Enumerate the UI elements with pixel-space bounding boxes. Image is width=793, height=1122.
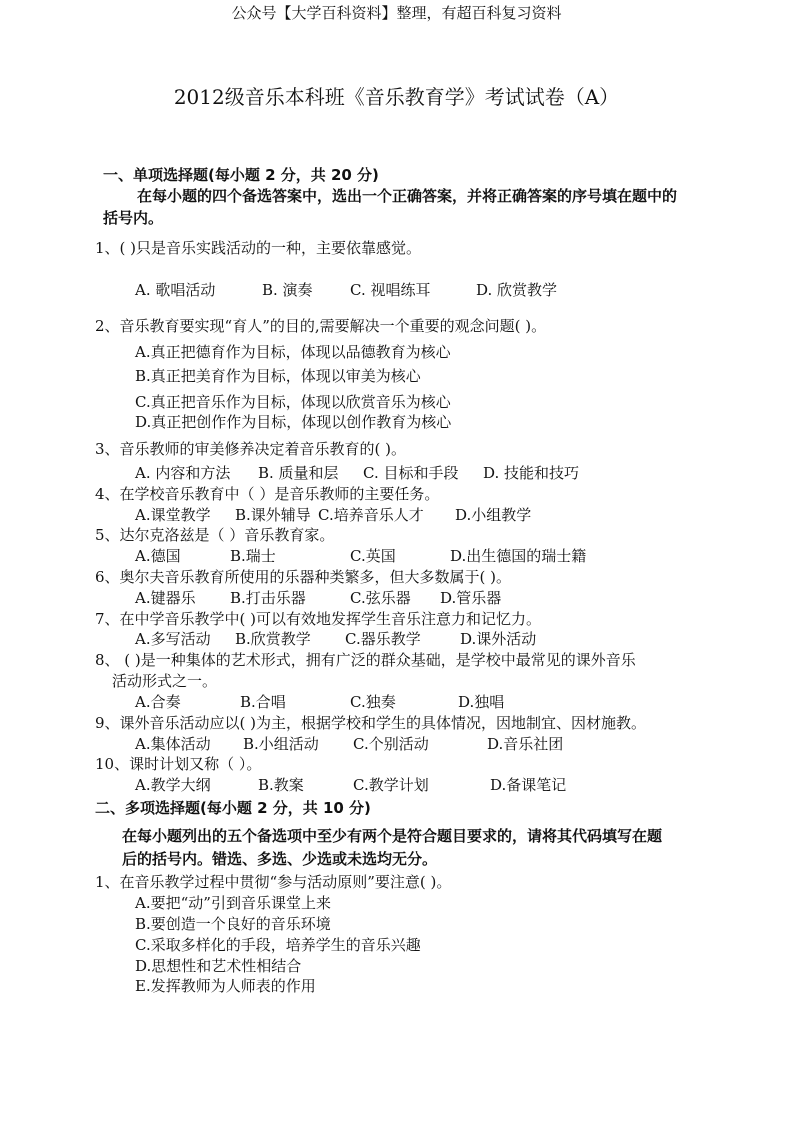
question-8: 8、 ( )是一种集体的艺术形式，拥有广泛的群众基础，是学校中最常见的课外音乐: [95, 651, 636, 669]
option: A.要把“动”引到音乐课堂上来: [135, 894, 331, 912]
option: A.课堂教学: [135, 506, 211, 524]
option: D.独唱: [458, 693, 505, 711]
option: A.键器乐: [135, 589, 196, 607]
question-1: 1、( )只是音乐实践活动的一种，主要依靠感觉。: [95, 239, 422, 257]
option: B.教案: [258, 776, 304, 794]
option: B.瑞士: [230, 547, 276, 565]
option: B.打击乐器: [230, 589, 306, 607]
option: A.合奏: [135, 693, 181, 711]
section2-instruction-cont: 后的括号内。错选、多选、少选或未选均无分。: [122, 850, 438, 868]
option: C.个别活动: [353, 735, 429, 753]
option: C. 视唱练耳: [350, 281, 431, 299]
option: A.教学大纲: [135, 776, 211, 794]
option: C.真正把音乐作为目标，体现以欣赏音乐为核心: [135, 393, 451, 411]
question-9: 9、课外音乐活动应以( )为主，根据学校和学生的具体情况，因地制宜、因材施教。: [95, 714, 647, 732]
option: B.小组活动: [243, 735, 319, 753]
option: B.要创造一个良好的音乐环境: [135, 915, 331, 933]
option: D.思想性和艺术性相结合: [135, 957, 302, 975]
option: D.音乐社团: [487, 735, 564, 753]
option: D. 欣赏教学: [476, 281, 558, 299]
section2-instruction: 在每小题列出的五个备选项中至少有两个是符合题目要求的，请将其代码填写在题: [122, 827, 663, 845]
question-3: 3、音乐教师的审美修养决定着音乐教育的( )。: [95, 440, 407, 458]
question-10: 10、课时计划又称（ ）。: [95, 755, 262, 773]
option: D.出生德国的瑞士籍: [450, 547, 587, 565]
option: B.欣赏教学: [235, 630, 311, 648]
option: D. 技能和技巧: [483, 464, 580, 482]
question-7: 7、在中学音乐教学中( )可以有效地发挥学生音乐注意力和记忆力。: [95, 610, 542, 628]
section2-heading: 二、多项选择题(每小题 2 分，共 10 分): [95, 799, 371, 817]
option: A.德国: [135, 547, 181, 565]
option: C.弦乐器: [350, 589, 411, 607]
option: B. 演奏: [262, 281, 313, 299]
option: D.管乐器: [440, 589, 502, 607]
option: C. 目标和手段: [363, 464, 459, 482]
option: A. 内容和方法: [135, 464, 231, 482]
option: D.备课笔记: [490, 776, 567, 794]
option: C.教学计划: [353, 776, 429, 794]
option: B.合唱: [240, 693, 286, 711]
option: A. 歌唱活动: [135, 281, 216, 299]
question-6: 6、奥尔夫音乐教育所使用的乐器种类繁多，但大多数属于( )。: [95, 568, 512, 586]
option: C.独奏: [350, 693, 396, 711]
section1-instruction: 在每小题的四个备选答案中，选出一个正确答案，并将正确答案的序号填在题中的: [137, 187, 678, 205]
option: C.器乐教学: [345, 630, 421, 648]
option: E.发挥教师为人师表的作用: [135, 977, 316, 995]
option: B.真正把美育作为目标，体现以审美为核心: [135, 367, 421, 385]
option: A.多写活动: [135, 630, 211, 648]
question-4: 4、在学校音乐教育中（ ）是音乐教师的主要任务。: [95, 485, 440, 503]
option: C.采取多样化的手段，培养学生的音乐兴趣: [135, 936, 421, 954]
question-8-cont: 活动形式之一。: [112, 672, 218, 690]
question-5: 5、达尔克洛兹是（ ）音乐教育家。: [95, 526, 335, 544]
option: A.集体活动: [135, 735, 211, 753]
section1-instruction-cont: 括号内。: [103, 209, 164, 227]
option: D.真正把创作作为目标，体现以创作教育为核心: [135, 413, 452, 431]
option: D.课外活动: [460, 630, 537, 648]
option: D.小组教学: [455, 506, 532, 524]
option: A.真正把德育作为目标，体现以品德教育为核心: [135, 343, 451, 361]
multi-question-1: 1、在音乐教学过程中贯彻“参与活动原则”要注意( )。: [95, 873, 452, 891]
option: C.培养音乐人才: [318, 506, 424, 524]
option: B.课外辅导: [235, 506, 311, 524]
option: B. 质量和层: [258, 464, 339, 482]
exam-title: 2012级音乐本科班《音乐教育学》考试试卷（A）: [173, 85, 620, 109]
question-2: 2、音乐教育要实现“育人”的目的,需要解决一个重要的观念问题( )。: [95, 317, 547, 335]
section1-heading: 一、单项选择题(每小题 2 分，共 20 分): [103, 166, 379, 184]
option: C.英国: [350, 547, 396, 565]
page-header: 公众号【大学百科资料】整理，有超百科复习资料: [231, 4, 562, 22]
